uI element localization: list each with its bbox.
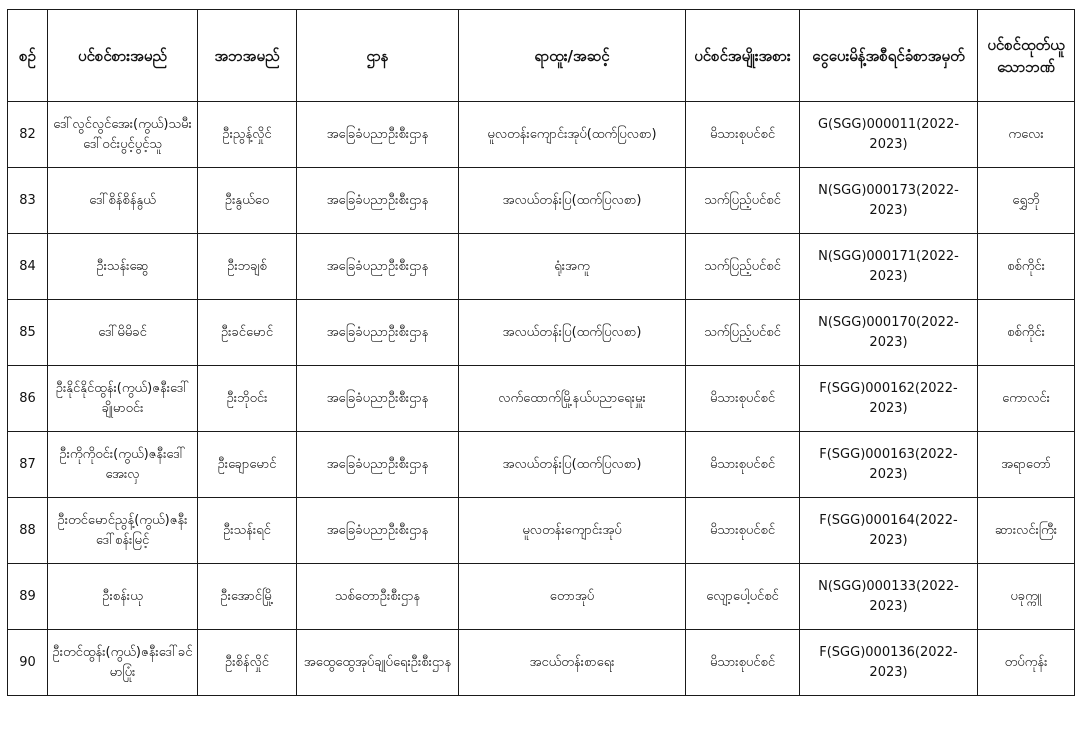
position-cell: အလယ်တန်းပြ(ထက်ပြလစာ) <box>459 168 686 234</box>
pension-type-cell: မိသားစုပင်စင် <box>686 498 800 564</box>
serial-cell: 88 <box>8 498 48 564</box>
father-name-cell: ဦးအောင်မြို့ <box>198 564 297 630</box>
bank-cell: ရွှေဘို <box>978 168 1075 234</box>
position-cell: ရုံးအကူ <box>459 234 686 300</box>
pension-type-cell: မိသားစုပင်စင် <box>686 102 800 168</box>
father-name-cell: ဦးနွယ်ဝေ <box>198 168 297 234</box>
serial-cell: 86 <box>8 366 48 432</box>
header-father-name: အဘအမည် <box>198 10 297 102</box>
position-cell: အငယ်တန်းစာရေး <box>459 630 686 696</box>
position-cell: အလယ်တန်းပြ(ထက်ပြလစာ) <box>459 432 686 498</box>
father-name-cell: ဦးစိန်လှိုင် <box>198 630 297 696</box>
table-row <box>8 630 1075 696</box>
payment-order-cell: N(SGG)000173(2022-2023) <box>800 168 978 234</box>
header-row <box>8 10 1075 102</box>
table-row <box>8 102 1075 168</box>
header-department: ဌာန <box>297 10 459 102</box>
position-cell: တောအုပ် <box>459 564 686 630</box>
department-cell: အခြေခံပညာဦးစီးဌာန <box>297 234 459 300</box>
pension-type-cell: မိသားစုပင်စင် <box>686 630 800 696</box>
table-row <box>8 366 1075 432</box>
pension-type-cell: သက်ပြည့်ပင်စင် <box>686 168 800 234</box>
header-pensioner-name: ပင်စင်စားအမည် <box>48 10 198 102</box>
father-name-cell: ဦးညွန့်လှိုင် <box>198 102 297 168</box>
header-payment-order-number: ငွေပေးမိန့်အစီရင်ခံစာအမှတ် <box>800 10 978 102</box>
serial-cell: 83 <box>8 168 48 234</box>
serial-cell: 84 <box>8 234 48 300</box>
department-cell: အခြေခံပညာဦးစီးဌာန <box>297 102 459 168</box>
pensioner-name-cell: ဦးစန်းယု <box>48 564 198 630</box>
pensioner-name-cell: ဦးနိုင်နိုင်ထွန်း(ကွယ်)ဇနီးဒေါ်ချိုမာဝင်း <box>48 366 198 432</box>
header-pension-type: ပင်စင်အမျိုးအစား <box>686 10 800 102</box>
bank-cell: ကောလင်း <box>978 366 1075 432</box>
bank-cell: ကလေး <box>978 102 1075 168</box>
pensioner-name-cell: ဦးတင်မောင်ညွန့်(ကွယ်)ဇနီးဒေါ်စန်းမြင့် <box>48 498 198 564</box>
pension-type-cell: သက်ပြည့်ပင်စင် <box>686 234 800 300</box>
father-name-cell: ဦးဘချစ် <box>198 234 297 300</box>
table-row <box>8 432 1075 498</box>
payment-order-cell: F(SGG)000164(2022-2023) <box>800 498 978 564</box>
position-cell: မူလတန်းကျောင်းအုပ်(ထက်ပြလစာ) <box>459 102 686 168</box>
payment-order-cell: N(SGG)000171(2022-2023) <box>800 234 978 300</box>
position-cell: လက်ထောက်မြို့နယ်ပညာရေးမှူး <box>459 366 686 432</box>
payment-order-cell: G(SGG)000011(2022-2023) <box>800 102 978 168</box>
serial-cell: 89 <box>8 564 48 630</box>
serial-cell: 90 <box>8 630 48 696</box>
pensioner-name-cell: ဒေါ်မိမိခင် <box>48 300 198 366</box>
table-row <box>8 498 1075 564</box>
bank-cell: ဆားလင်းကြီး <box>978 498 1075 564</box>
department-cell: အခြေခံပညာဦးစီးဌာန <box>297 168 459 234</box>
table-row <box>8 168 1075 234</box>
serial-cell: 82 <box>8 102 48 168</box>
header-serial: စဉ် <box>8 10 48 102</box>
pensioner-name-cell: ဦးကိုကိုဝင်း(ကွယ်)ဇနီးဒေါ်အေးလှ <box>48 432 198 498</box>
payment-order-cell: F(SGG)000136(2022-2023) <box>800 630 978 696</box>
pension-type-cell: လျော့ပေါ့ပင်စင် <box>686 564 800 630</box>
pensioner-name-cell: ဦးတင်ထွန်း(ကွယ်)ဇနီးဒေါ်ခင်မာပြုံး <box>48 630 198 696</box>
pension-type-cell: မိသားစုပင်စင် <box>686 432 800 498</box>
father-name-cell: ဦးဘိုဝင်း <box>198 366 297 432</box>
department-cell: အခြေခံပညာဦးစီးဌာန <box>297 432 459 498</box>
header-paying-bank: ပင်စင်ထုတ်ယူသောဘဏ် <box>978 10 1075 102</box>
pension-table <box>7 9 1075 696</box>
table-row <box>8 234 1075 300</box>
bank-cell: ပခုက္ကူ <box>978 564 1075 630</box>
father-name-cell: ဦးသန်းရင် <box>198 498 297 564</box>
pension-type-cell: သက်ပြည့်ပင်စင် <box>686 300 800 366</box>
position-cell: မူလတန်းကျောင်းအုပ် <box>459 498 686 564</box>
department-cell: အခြေခံပညာဦးစီးဌာန <box>297 300 459 366</box>
payment-order-cell: F(SGG)000162(2022-2023) <box>800 366 978 432</box>
father-name-cell: ဦးချောမောင် <box>198 432 297 498</box>
position-cell: အလယ်တန်းပြ(ထက်ပြလစာ) <box>459 300 686 366</box>
bank-cell: စစ်ကိုင်း <box>978 300 1075 366</box>
header-position: ရာထူး/အဆင့် <box>459 10 686 102</box>
department-cell: သစ်တောဦးစီးဌာန <box>297 564 459 630</box>
bank-cell: တပ်ကုန်း <box>978 630 1075 696</box>
pensioner-name-cell: ဒေါ်လွင်လွင်အေး(ကွယ်)သမီးဒေါ်ဝင်းပွင့်ပွင့်သူ <box>48 102 198 168</box>
table-row <box>8 564 1075 630</box>
payment-order-cell: N(SGG)000133(2022-2023) <box>800 564 978 630</box>
father-name-cell: ဦးခင်မောင် <box>198 300 297 366</box>
payment-order-cell: F(SGG)000163(2022-2023) <box>800 432 978 498</box>
serial-cell: 85 <box>8 300 48 366</box>
bank-cell: စစ်ကိုင်း <box>978 234 1075 300</box>
table-body <box>8 102 1075 696</box>
table-row <box>8 300 1075 366</box>
pension-type-cell: မိသားစုပင်စင် <box>686 366 800 432</box>
payment-order-cell: N(SGG)000170(2022-2023) <box>800 300 978 366</box>
pensioner-name-cell: ဒေါ်စိန်စိန်နွယ် <box>48 168 198 234</box>
department-cell: အထွေထွေအုပ်ချုပ်ရေးဦးစီးဌာန <box>297 630 459 696</box>
department-cell: အခြေခံပညာဦးစီးဌာန <box>297 366 459 432</box>
serial-cell: 87 <box>8 432 48 498</box>
bank-cell: အရာတော် <box>978 432 1075 498</box>
department-cell: အခြေခံပညာဦးစီးဌာန <box>297 498 459 564</box>
pensioner-name-cell: ဦးသန်းဆွေ <box>48 234 198 300</box>
